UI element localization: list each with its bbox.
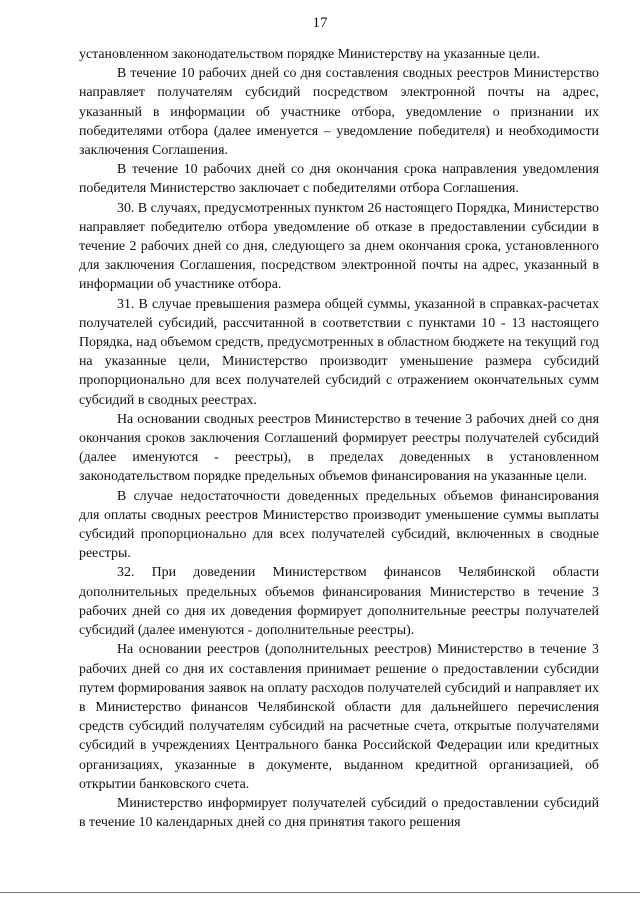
paragraph-registers: На основании сводных реестров Министерство в течение 3 рабочих дней со дня окончания сроков заключения Соглашений формирует реестры получателей субсидий (далее именуются - реестры), в пределах доведенных в установленном законодательством порядке предельных объемов финансирования на указанные цели.	[79, 411, 599, 485]
paragraph-item-32: 32. При доведении Министерством финансов Челябинской области дополнительных предельных объемов финансирования Министерство в течение 3 рабочих дней со дня их доведения формирует дополнительные реестры получателей субсидий (далее именуются - дополнительные реестры).	[79, 565, 599, 639]
paragraph-winner-notification: В течение 10 рабочих дней со дня составления сводных реестров Министерство направляет получателям субсидий посредством электронной почты на адрес, указанный в информации об участнике отбора, уведомление о признании их победителями отбора (далее именуется – уведомление победителя) и необходимости заключения Соглашения.	[79, 66, 599, 159]
paragraph-informing: Министерство информирует получателей субсидий о предоставлении субсидий в течение 10 календарных дней со дня принятия такого решения	[79, 795, 599, 831]
document-body	[79, 45, 599, 832]
paragraph-insufficiency: В случае недостаточности доведенных предельных объемов финансирования для оплаты сводных реестров Министерство производит уменьшение суммы выплаты субсидий пропорционально для всех получателей субсидий, включенных в сводные реестры.	[79, 488, 599, 562]
paragraph-continuation: установленном законодательством порядке Министерству на указанные цели.	[79, 47, 541, 62]
bottom-divider	[0, 892, 640, 893]
page-number: 17	[312, 15, 328, 31]
paragraph-item-31: 31. В случае превышения размера общей суммы, указанной в справках-расчетах получателей субсидий, рассчитанной в соответствии с пунктами 10 - 13 настоящего Порядка, над объемом средств, предусмотренных в областном бюджете на текущий год на указанные цели, Министерство производит уменьшение размера субсидий пропорционально для всех получателей субсидий с отражением окончательных сумм субсидий в сводных реестрах.	[79, 296, 599, 408]
paragraph-item-30: 30. В случаях, предусмотренных пунктом 26 настоящего Порядка, Министерство направляет победителю отбора уведомление об отказе в предоставлении субсидии в течение 2 рабочих дней со дня, следующего за днем окончания срока, установленного для заключения Соглашения, посредством электронной почты на адрес, указанный в информации об участнике отбора.	[79, 200, 599, 293]
paragraph-agreement-conclusion: В течение 10 рабочих дней со дня окончания срока направления уведомления победителя Министерство заключает с победителями отбора Соглашения.	[79, 162, 599, 197]
paragraph-subsidy-decision: На основании реестров (дополнительных реестров) Министерство в течение 3 рабочих дней со дня их составления принимает решение о предоставлении субсидии путем формирования заявок на оплату расходов получателей субсидий и направляет их в Министерство финансов Челябинской области для дальнейшего перечисления средств субсидий получателям субсидий на расчетные счета, открытые получателями субсидий в учреждениях Центрального банка Российской Федерации или кредитных организациях, указанные в документе, выданном кредитной организацией, об открытии банковского счета.	[79, 642, 599, 792]
